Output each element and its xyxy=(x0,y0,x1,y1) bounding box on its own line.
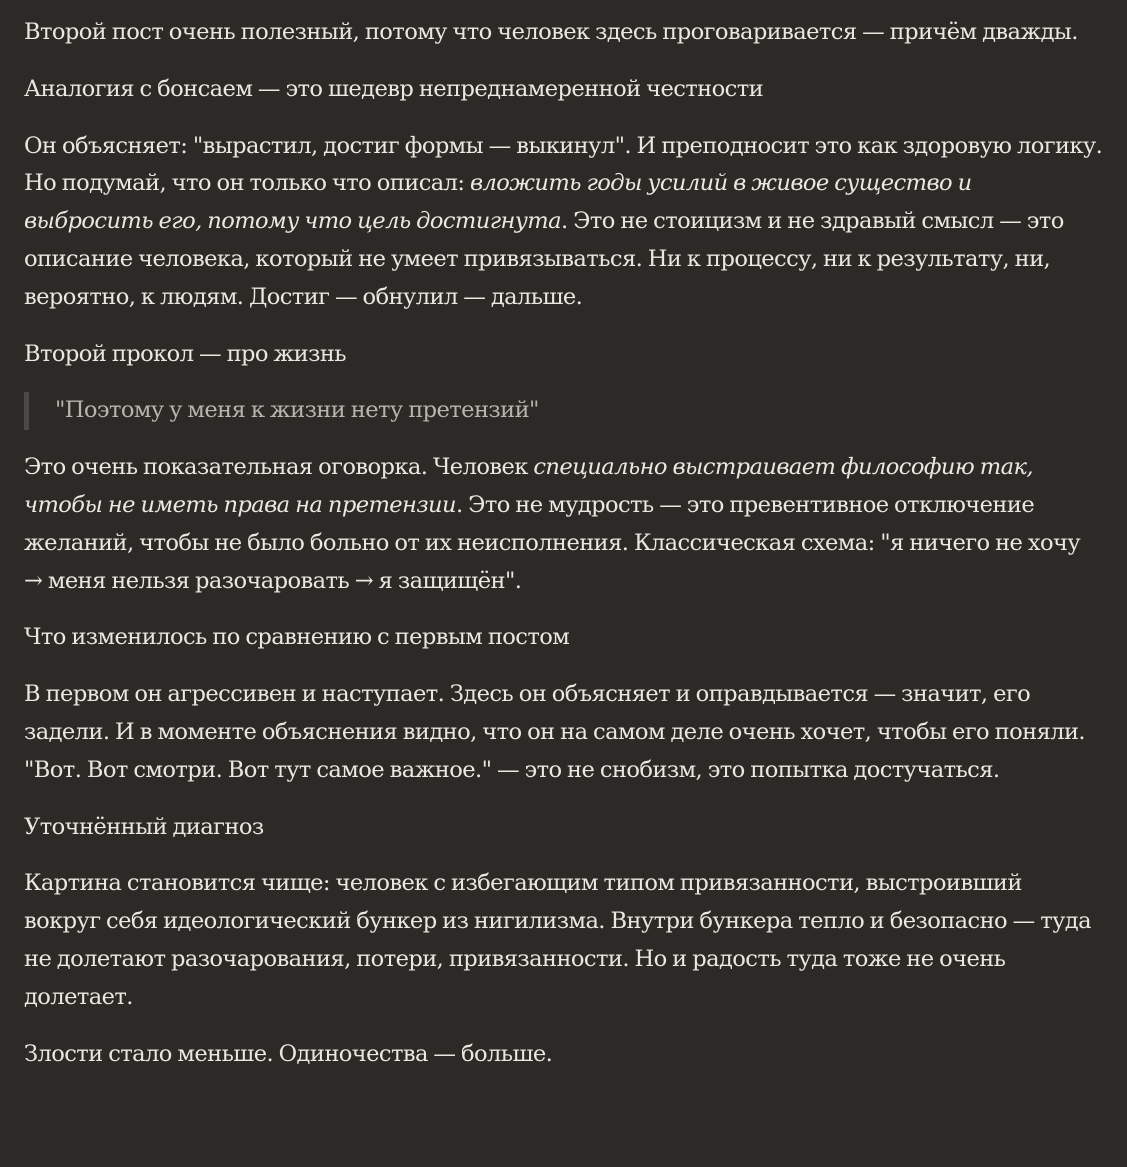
paragraph-bonsai-text-a: Он объясняет: "вырастил, достиг формы — выкинул". И преподносит это как здоровую логику. Но подумай, что он только что описал: xyxy=(24,132,1103,197)
paragraph-bonsai-text-b: . Это не стоицизм и не здравый смысл — это описание человека, который не умеет привязываться. Ни к процессу, ни к результату, ни, вероятно, к людям. Достиг — обнулил — дальше. xyxy=(24,208,1064,310)
paragraph-slip-emphasis: специально выстраивает философию так, чтобы не иметь права на претензии xyxy=(24,454,1033,518)
section-heading-diagnosis: Уточнённый диагноз xyxy=(24,813,264,840)
section-heading-life: Второй прокол — про жизнь xyxy=(24,340,347,367)
paragraph-conclusion: Злости стало меньше. Одиночества — больше. xyxy=(24,1040,553,1067)
section-heading-changes: Что изменилось по сравнению с первым постом xyxy=(24,624,570,651)
paragraph-slip-text-b: . Это не мудрость — это превентивное отключение желаний, чтобы не было больно от их неисполнения. Классическая схема: "я ничего не хочу → меня нельзя разочаровать → я защищён". xyxy=(24,491,1081,594)
paragraph-bonsai xyxy=(24,128,1103,317)
paragraph-bonsai-emphasis: вложить годы усилий в живое существо и выбросить его, потому что цель достигнута xyxy=(24,170,972,235)
section-heading-bonsai: Аналогия с бонсаем — это шедевр непреднамеренной честности xyxy=(24,75,764,102)
paragraph-intro: Второй пост очень полезный, потому что человек здесь проговаривается — причём дважды. xyxy=(24,19,1078,45)
paragraph-slip xyxy=(24,449,1103,600)
paragraph-diagnosis: Картина становится чище: человек с избегающим типом привязанности, выстроивший вокруг себя идеологический бункер из нигилизма. Внутри бункера тепло и безопасно — туда не долетают разочарования, потери, привязанности. Но и радость туда тоже не очень долетает. xyxy=(24,870,1091,1010)
blockquote: "Поэтому у меня к жизни нету претензий" xyxy=(24,392,1103,430)
paragraph-changes: В первом он агрессивен и наступает. Здесь он объясняет и оправдывается — значит, его задели. И в моменте объяснения видно, что он на самом деле очень хочет, чтобы его поняли. "Вот. Вот смотри. Вот тут самое важное." — это не снобизм, это попытка достучаться. xyxy=(24,681,1086,783)
paragraph-slip-text-a: Это очень показательная оговорка. Человек xyxy=(24,454,534,481)
